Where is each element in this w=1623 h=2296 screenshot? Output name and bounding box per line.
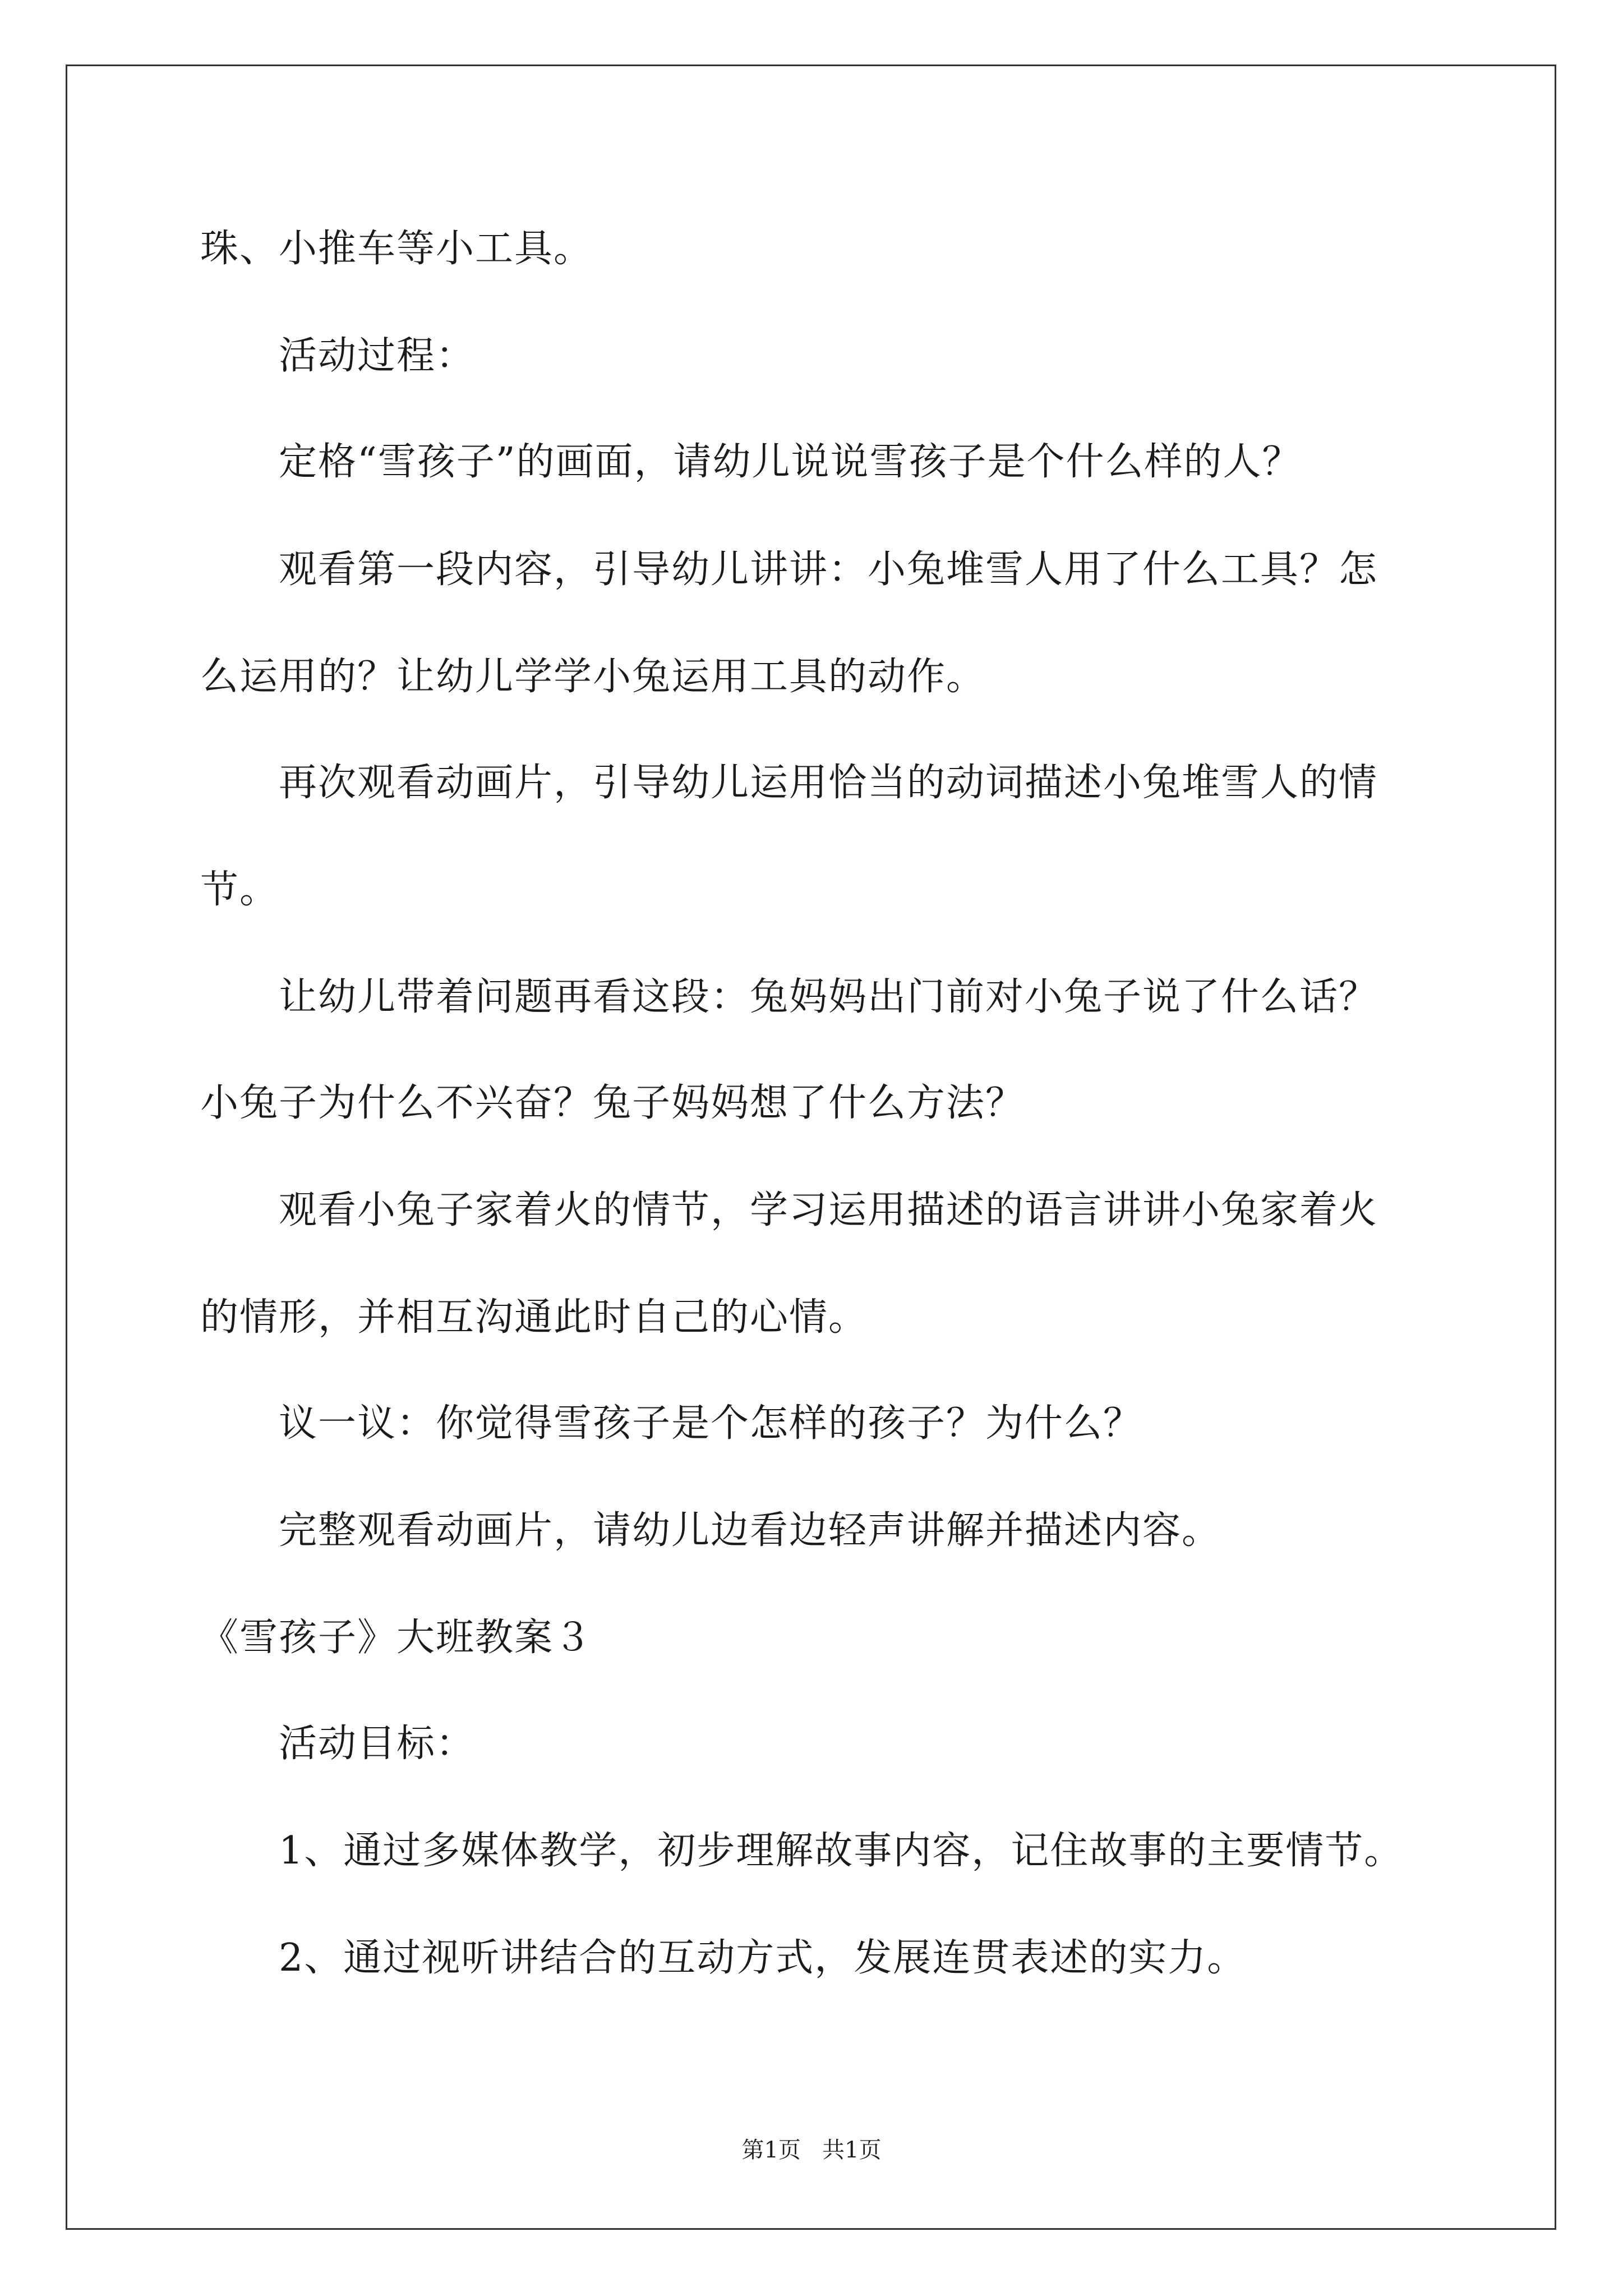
text-line: 活动过程： <box>279 334 476 378</box>
text-line: 节。 <box>200 868 279 912</box>
text-line: 观看小兔子家着火的情节，学习运用描述的语言讲讲小兔家着火 <box>279 1188 1378 1232</box>
text-line: 再次观看动画片，引导幼儿运用恰当的动词描述小兔堆雪人的情 <box>279 761 1378 805</box>
text-line: 完整观看动画片，请幼儿边看边轻声讲解并描述内容。 <box>279 1508 1221 1553</box>
text-line: 珠、小推车等小工具。 <box>200 227 593 271</box>
text-line: 的情形，并相互沟通此时自己的心情。 <box>200 1295 868 1340</box>
text-line: 2、通过视听讲结合的互动方式，发展连贯表述的实力。 <box>279 1936 1247 1980</box>
text-line: 小兔子为什么不兴奋？兔子妈妈想了什么方法？ <box>200 1081 1025 1125</box>
text-line: 议一议：你觉得雪孩子是个怎样的孩子？为什么？ <box>279 1401 1143 1446</box>
page-footer: 第1页 共1页 <box>741 2137 882 2163</box>
text-line: 观看第一段内容，引导幼儿讲讲：小兔堆雪人用了什么工具？怎 <box>279 547 1378 592</box>
text-line: 活动目标： <box>279 1722 476 1766</box>
page-border <box>66 65 1556 2230</box>
text-line: 么运用的？让幼儿学学小兔运用工具的动作。 <box>200 655 986 699</box>
text-line: 让幼儿带着问题再看这段：兔妈妈出门前对小兔子说了什么话？ <box>279 975 1378 1019</box>
text-line: 定格“雪孩子”的画面，请幼儿说说雪孩子是个什么样的人？ <box>279 440 1302 484</box>
text-line: 1、通过多媒体教学，初步理解故事内容，记住故事的主要情节。 <box>279 1829 1404 1873</box>
section-heading: 《雪孩子》大班教案３ <box>200 1616 593 1660</box>
